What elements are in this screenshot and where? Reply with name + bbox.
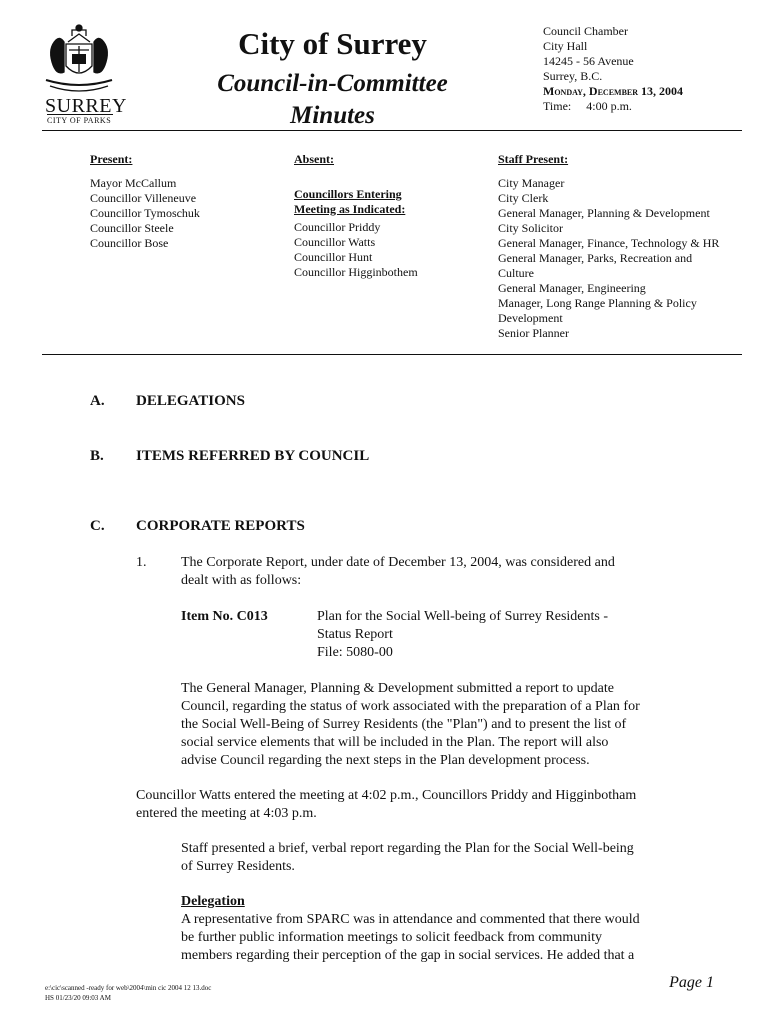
header-divider (42, 130, 742, 131)
staff-member: City Clerk (498, 191, 549, 205)
staff-heading: Staff Present: (498, 152, 569, 166)
page-number: Page 1 (669, 974, 714, 991)
section-letter: A. (90, 393, 105, 409)
attendee: Councillor Steele (90, 221, 174, 235)
attendee: Mayor McCallum (90, 176, 177, 190)
address-line: Surrey, B.C. (543, 69, 603, 83)
staff-member: City Manager (498, 176, 565, 190)
attendee: Councillor Tymoschuk (90, 206, 200, 220)
item-label: Item No. C013 (181, 609, 268, 624)
staff-column (498, 152, 748, 341)
section-letter: C. (90, 518, 105, 534)
address-line: City Hall (543, 39, 588, 53)
delegation-heading: Delegation (181, 894, 245, 909)
councillors-entered-paragraph: Councillor Watts entered the meeting at 4:02 p.m., Councillors Priddy and Higginbotham entered the meeting at 4:03 p.m. (136, 788, 637, 821)
meeting-date: Monday, December 13, 2004 (543, 84, 684, 98)
address-line: Council Chamber (543, 24, 628, 38)
item-title: Plan for the Social Well-being of Surrey Residents - Status Report File: 5080-00 (317, 608, 697, 662)
staff-member: General Manager, Parks, Recreation and (498, 251, 693, 265)
staff-member: Development (498, 311, 563, 325)
brand-wordmark: SURREY (45, 95, 127, 117)
document-subtitle: Council-in-Committee Minutes (217, 70, 448, 129)
delegation-paragraph: Delegation A representative from SPARC was in attendance and commented that there would be further public information meetings to solicit feedback from community members regarding their perception of the gap in social services. He added that a (181, 893, 721, 965)
attendee: Councillor Bose (90, 236, 169, 250)
section-heading-delegations: DELEGATIONS (136, 393, 245, 409)
present-heading: Present: (90, 152, 133, 166)
staff-member: General Manager, Planning & Development (498, 206, 710, 220)
attendance-divider (42, 354, 742, 355)
staff-member: Manager, Long Range Planning & Policy (498, 296, 697, 310)
attendee: Councillor Hunt (294, 250, 373, 264)
address-line: 14245 - 56 Avenue (543, 54, 634, 68)
section-heading-corporate-reports: CORPORATE REPORTS (136, 518, 305, 534)
staff-member: General Manager, Engineering (498, 281, 646, 295)
attendee: Councillor Higginbothem (294, 265, 418, 279)
staff-member: Culture (498, 266, 534, 280)
absent-column (294, 152, 484, 280)
staff-report-paragraph: Staff presented a brief, verbal report regarding the Plan for the Social Well-being of Surrey Residents. (181, 841, 634, 874)
staff-member: City Solicitor (498, 221, 564, 235)
staff-member: Senior Planner (498, 326, 569, 340)
report-paragraph: The General Manager, Planning & Development submitted a report to update Council, regarding the status of work associated with the preparation of a Plan for the Social Well-Being of Surrey Residents (the "Plan") and to present the list of social service elements that will be included in the Plan. The report will also advise Council regarding the next steps in the Plan development process. (181, 681, 640, 768)
meeting-time: Time: 4:00 p.m. (543, 99, 632, 113)
entering-heading: Councillors Entering Meeting as Indicated: (294, 187, 406, 216)
file-path: e:\cic\scanned -ready for web\2004\min cic 2004 12 13.doc (45, 984, 212, 992)
section-heading-items-referred: ITEMS REFERRED BY COUNCIL (136, 448, 370, 464)
brand-tagline: CITY OF PARKS (47, 116, 112, 125)
item-file-number: File: 5080-00 (317, 645, 393, 660)
attendee: Councillor Villeneuve (90, 191, 197, 205)
document-title: City of Surrey (238, 26, 427, 61)
document-footer (45, 983, 211, 1003)
attendee: Councillor Priddy (294, 220, 381, 234)
present-column (90, 152, 280, 251)
item-intro: The Corporate Report, under date of December 13, 2004, was considered and dealt with as follows: (181, 555, 615, 588)
city-crest-logo (42, 22, 116, 98)
item-number: 1. (136, 555, 147, 570)
attendee: Councillor Watts (294, 235, 376, 249)
print-stamp: HS 01/23/20 09:03 AM (45, 994, 111, 1002)
staff-member: General Manager, Finance, Technology & HR (498, 236, 720, 250)
meeting-location (543, 24, 683, 114)
absent-heading: Absent: (294, 152, 335, 166)
section-letter: B. (90, 448, 104, 464)
